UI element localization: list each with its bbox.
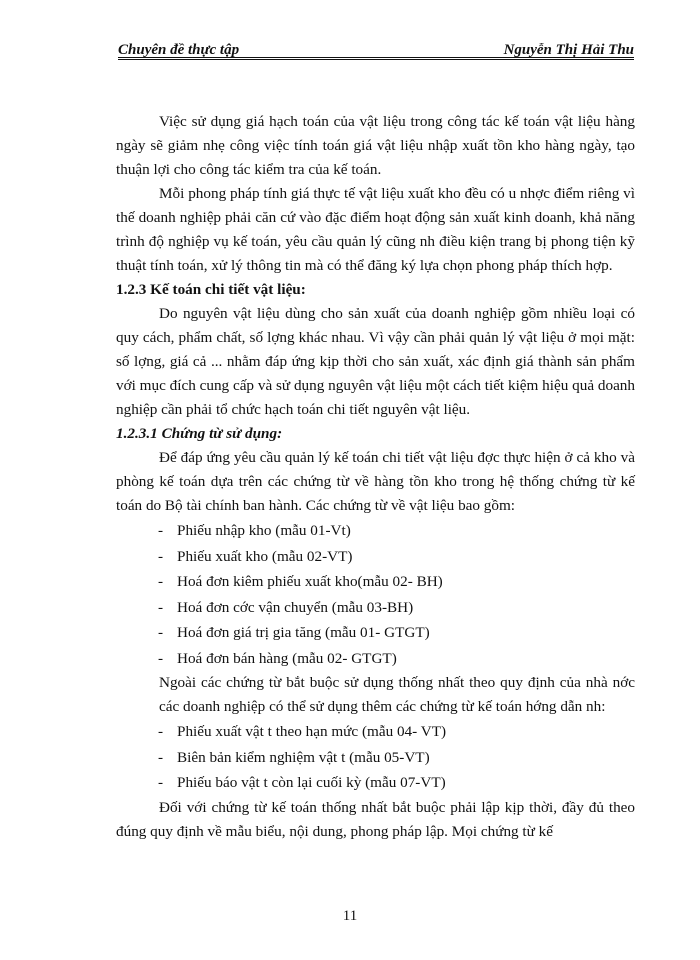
subsection-heading-documents: 1.2.3.1 Chứng từ sử dụng: (116, 425, 283, 442)
list-item: - Biên bản kiểm nghiệm vật t (mẫu 05-VT) (116, 745, 635, 771)
list-item: - Hoá đơn kiêm phiếu xuất kho(mẫu 02- BH) (116, 569, 635, 595)
list-item: - Phiếu xuất vật t theo hạn mức (mẫu 04- VT) (116, 719, 635, 745)
header-author: Nguyễn Thị Hải Thu (503, 42, 634, 58)
section-heading-detailed-accounting: 1.2.3 Kế toán chi tiết vật liệu: (116, 281, 306, 298)
dash-bullet: - (158, 649, 164, 667)
paragraph-mandatory-documents: Đối với chứng từ kế toán thống nhất bắt buộc phải lập kịp thời, đầy đủ theo đúng quy định về mẫu biểu, nội dung, phong pháp lập. Mọi chứng từ kế (116, 798, 635, 840)
paragraph-optional-documents: Ngoài các chứng từ bắt buộc sử dụng thống nhất theo quy định của nhà nớc các doanh nghiệp có thể sử dụng thêm các chứng từ kế toán hớng dẫn nh: (159, 674, 635, 715)
paragraph-accounting-price: Việc sử dụng giá hạch toán của vật liệu trong công tác kế toán vật liệu hàng ngày sẽ giảm nhẹ công việc tính toán giá vật liệu nhập xuất tồn kho hàng ngày, tạo thuận lợi cho công tác kiểm tra của kế toán. (116, 113, 635, 178)
list-item: - Hoá đơn cớc vận chuyển (mẫu 03-BH) (116, 595, 635, 621)
dash-bullet: - (158, 624, 164, 641)
paragraph-pricing-methods: Mỗi phong pháp tính giá thực tế vật liệu xuất kho đều có u nhợc điểm riêng vì thế doanh nghiệp phải căn cứ vào đặc điểm hoạt động sản xuất kinh doanh, khả năng trình độ nghiệp vụ kế toán, yêu cầu quản lý cũng nh điều kiện trang bị phong tiện kỹ thuật tính toán, xử lý thông tin mà có thể đăng ký lựa chọn phong pháp thích hợp. (116, 185, 635, 274)
dash-bullet: - (158, 748, 164, 766)
list-item: - Hoá đơn giá trị gia tăng (mẫu 01- GTGT) (116, 620, 635, 646)
dash-bullet: - (158, 774, 164, 791)
list-item: - Hoá đơn bán hàng (mẫu 02- GTGT) (116, 646, 635, 672)
header-title: Chuyên đề thực tập (118, 42, 240, 58)
page-content (116, 110, 635, 844)
header-rule (118, 57, 634, 62)
dash-bullet: - (158, 598, 164, 616)
required-documents-list (116, 518, 635, 671)
page-number: 11 (342, 908, 358, 924)
list-item: - Phiếu nhập kho (mẫu 01-Vt) (116, 518, 635, 544)
page-header (118, 40, 634, 60)
list-item: - Phiếu xuất kho (mẫu 02-VT) (116, 544, 635, 570)
paragraph-documents-intro: Để đáp ứng yêu cầu quản lý kế toán chi tiết vật liệu đợc thực hiện ở cả kho và phòng kế toán dựa trên các chứng từ về hàng tồn kho trong hệ thống chứng từ kế toán do Bộ tài chính ban hành. Các chứng từ về vật liệu bao gồm: (116, 449, 635, 514)
dash-bullet: - (158, 522, 164, 539)
guidance-documents-list (116, 719, 635, 796)
list-item: - Phiếu báo vật t còn lại cuối kỳ (mẫu 07-VT) (116, 770, 635, 796)
paragraph-material-management: Do nguyên vật liệu dùng cho sản xuất của doanh nghiệp gồm nhiều loại có quy cách, phẩm chất, số lợng khác nhau. Vì vậy cần phải quản lý vật liệu ở mọi mặt: số lợng, giá cả ... nhằm đáp ứng kịp thời cho sản xuất, xác định giá thành sản phẩm với mục đích cung cấp và sử dụng nguyên vật liệu một cách tiết kiệm hiệu quả doanh nghiệp cần phải tổ chức hạch toán chi tiết nguyên vật liệu. (116, 305, 635, 418)
dash-bullet: - (158, 547, 164, 565)
dash-bullet: - (158, 723, 164, 740)
dash-bullet: - (158, 573, 164, 590)
